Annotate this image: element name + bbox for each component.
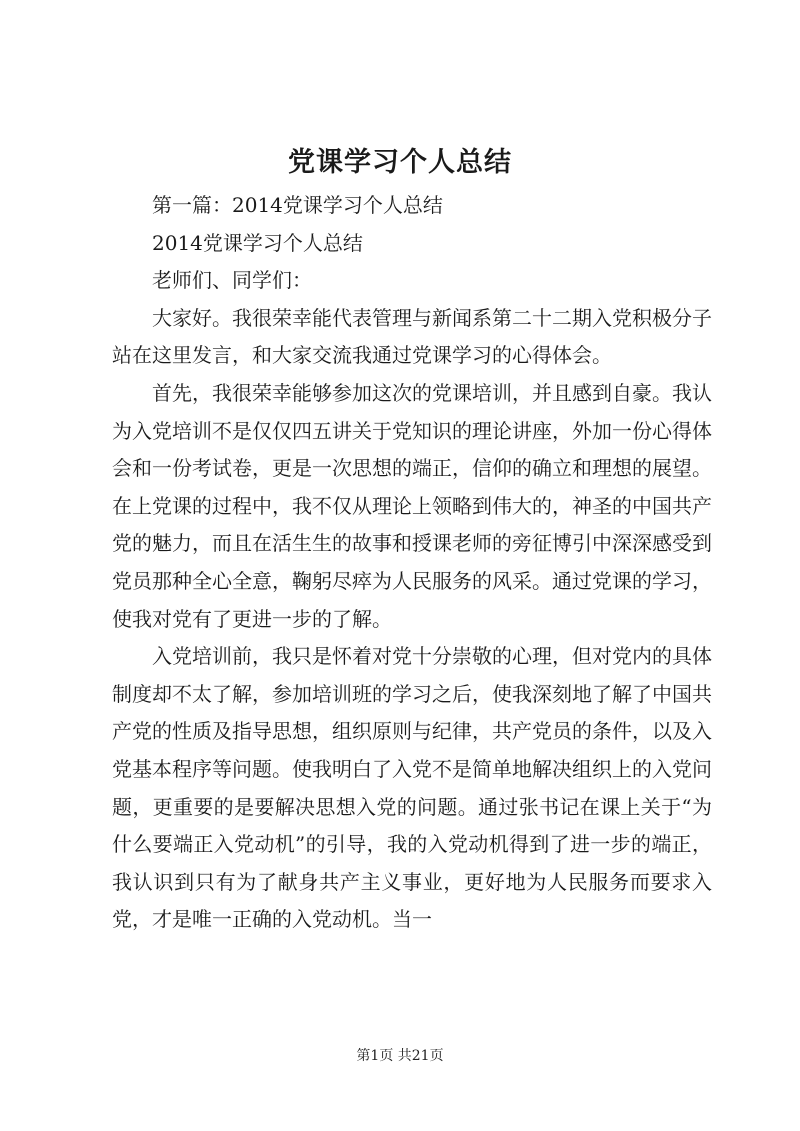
paragraph-subtitle: 2014党课学习个人总结 [152,230,363,255]
paragraph-section-heading: 第一篇：2014党课学习个人总结 [152,193,443,217]
page-number-footer: 第1页 共21页 [356,1048,444,1064]
paragraph: 大家好。我很荣幸能代表管理与新闻系第二十二期入党积极分子站在这里发言，和大家交流我通过党课学习的心得体会。 [112,305,712,368]
paragraph: 入党培训前，我只是怀着对党十分崇敬的心理，但对党内的具体制度却不太了解，参加培训班的学习之后，使我深刻地了解了中国共产党的性质及指导思想，组织原则与纪律，共产党员的条件，以及入党基本程序等问题。使我明白了入党不是简单地解决组织上的入党问题，更重要的是要解决思想入党的问题。通过张书记在课上关于“为什么要端正入党动机”的引导，我的入党动机得到了进一步的端正，我认识到只有为了献身共产主义事业，更好地为人民服务而要求入党，才是唯一正确的入党动机。当一 [112,644,712,932]
paragraph: 首先，我很荣幸能够参加这次的党课培训，并且感到自豪。我认为入党培训不是仅仅四五讲关于党知识的理论讲座，外加一份心得体会和一份考试卷，更是一次思想的端正，信仰的确立和理想的展望。在上党课的过程中，我不仅从理论上领略到伟大的，神圣的中国共产党的魅力，而且在活生生的故事和授课老师的旁征博引中深深感受到党员那种全心全意，鞠躬尽瘁为人民服务的风采。通过党课的学习，使我对党有了更进一步的了解。 [112,380,712,631]
paragraph-salutation: 老师们、同学们： [152,268,312,293]
document-body [112,187,712,939]
document-title: 党课学习个人总结 [288,147,512,178]
